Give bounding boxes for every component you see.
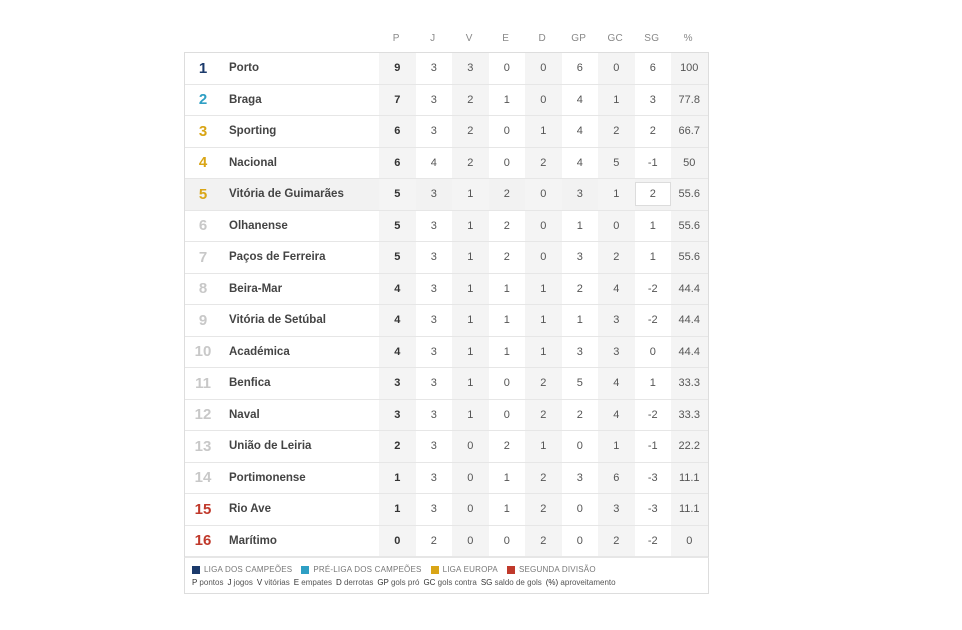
stat-cell-e: 2 xyxy=(503,219,510,232)
key-desc: aproveitamento xyxy=(560,578,616,587)
table-row[interactable] xyxy=(185,148,708,180)
table-row[interactable] xyxy=(185,463,708,495)
rank-number: 2 xyxy=(198,91,208,109)
stat-cell-d: 1 xyxy=(525,337,562,368)
stat-cell-pct: 66.7 xyxy=(671,116,708,147)
legend-item xyxy=(431,565,498,574)
stat-cell-sg: 0 xyxy=(649,345,656,358)
stat-cell-pct: 33.3 xyxy=(671,368,708,399)
legend-label: SEGUNDA DIVISÃO xyxy=(518,565,596,574)
stat-cell-j: 3 xyxy=(430,188,437,201)
stat-cell-gc: 2 xyxy=(598,242,635,273)
key-abbr: SG xyxy=(480,578,495,587)
stat-cell-e: 0 xyxy=(503,408,510,421)
stat-cell-d: 2 xyxy=(525,148,562,179)
stat-cell-gc: 1 xyxy=(598,85,635,116)
stat-cell-p: 4 xyxy=(379,305,416,336)
team-name: Marítimo xyxy=(229,534,277,547)
column-header: E xyxy=(502,32,510,44)
stat-cell-d: 1 xyxy=(525,116,562,147)
stat-cell-pct: 0 xyxy=(671,526,708,557)
legend-swatch-icon xyxy=(507,566,515,574)
stat-cell-gp: 2 xyxy=(576,282,583,295)
stat-cell-j: 3 xyxy=(430,251,437,264)
key-abbr: V xyxy=(256,578,265,587)
stat-cell-j: 3 xyxy=(430,503,437,516)
stat-cell-v: 1 xyxy=(452,305,489,336)
legend-label: LIGA EUROPA xyxy=(442,565,498,574)
stat-cell-e: 0 xyxy=(503,377,510,390)
stat-cell-j: 4 xyxy=(430,156,437,169)
stat-cell-d: 2 xyxy=(525,368,562,399)
team-name: Paços de Ferreira xyxy=(229,251,326,264)
stat-cell-gp: 4 xyxy=(576,156,583,169)
key-desc: gols pró xyxy=(390,578,420,587)
stat-cell-j: 3 xyxy=(430,219,437,232)
stat-cell-d: 1 xyxy=(525,305,562,336)
team-name: Olhanense xyxy=(229,219,288,232)
stat-cell-pct: 11.1 xyxy=(671,463,708,494)
stat-cell-gp: 6 xyxy=(576,62,583,75)
stat-cell-sg: 3 xyxy=(649,93,656,106)
stat-cell-sg: 2 xyxy=(635,182,672,206)
stat-cell-sg: 2 xyxy=(649,125,656,138)
stat-cell-p: 6 xyxy=(379,148,416,179)
stat-cell-d: 1 xyxy=(525,431,562,462)
key-item xyxy=(192,578,223,587)
table-row[interactable] xyxy=(185,337,708,369)
stat-cell-e: 1 xyxy=(503,345,510,358)
table-row[interactable] xyxy=(185,400,708,432)
stat-cell-p: 4 xyxy=(379,274,416,305)
stat-cell-sg: 1 xyxy=(649,377,656,390)
key-abbr: GC xyxy=(423,578,438,587)
stat-cell-e: 2 xyxy=(503,251,510,264)
team-name: Sporting xyxy=(229,125,277,138)
column-header: V xyxy=(465,32,473,44)
table-row[interactable] xyxy=(185,431,708,463)
rank-number: 12 xyxy=(194,406,212,424)
stat-cell-e: 1 xyxy=(503,503,510,516)
stat-cell-p: 5 xyxy=(379,211,416,242)
stat-cell-pct: 55.6 xyxy=(671,242,708,273)
key-desc: gols contra xyxy=(437,578,477,587)
stat-cell-sg: -3 xyxy=(647,471,658,484)
team-name: Portimonense xyxy=(229,471,306,484)
key-item xyxy=(481,578,542,587)
table-row[interactable] xyxy=(185,53,708,85)
key-item xyxy=(423,578,476,587)
legend-label: LIGA DOS CAMPEÕES xyxy=(204,565,293,574)
stat-cell-p: 2 xyxy=(379,431,416,462)
legend-item xyxy=(301,565,421,574)
table-row[interactable] xyxy=(185,494,708,526)
stat-cell-v: 1 xyxy=(452,179,489,210)
key-item xyxy=(336,578,373,587)
stat-cell-p: 1 xyxy=(379,463,416,494)
stat-cell-d: 0 xyxy=(525,242,562,273)
stat-cell-v: 1 xyxy=(452,400,489,431)
stat-cell-pct: 55.6 xyxy=(671,211,708,242)
team-name: Académica xyxy=(229,345,290,358)
stat-cell-gp: 1 xyxy=(576,219,583,232)
stat-cell-j: 3 xyxy=(430,377,437,390)
stat-cell-pct: 44.4 xyxy=(671,337,708,368)
stat-cell-gc: 1 xyxy=(598,179,635,210)
stat-cell-gc: 2 xyxy=(598,116,635,147)
key-abbr: (%) xyxy=(545,578,561,587)
stat-cell-gc: 2 xyxy=(598,526,635,557)
legend-swatch-icon xyxy=(431,566,439,574)
stat-cell-p: 6 xyxy=(379,116,416,147)
stat-cell-sg: -2 xyxy=(647,408,658,421)
key-abbr: E xyxy=(293,578,302,587)
stat-cell-pct: 44.4 xyxy=(671,305,708,336)
stat-cell-pct: 11.1 xyxy=(671,494,708,525)
stat-cell-pct: 50 xyxy=(671,148,708,179)
stat-cell-sg: 6 xyxy=(649,62,656,75)
stat-cell-v: 0 xyxy=(452,463,489,494)
stat-cell-gp: 3 xyxy=(576,345,583,358)
stat-cell-gp: 0 xyxy=(576,503,583,516)
stat-cell-gc: 4 xyxy=(598,400,635,431)
stat-cell-v: 1 xyxy=(452,211,489,242)
team-name: Beira-Mar xyxy=(229,282,283,295)
standings-widget xyxy=(184,24,709,594)
rank-number: 16 xyxy=(194,532,212,550)
team-name: Vitória de Setúbal xyxy=(229,314,326,327)
table-row[interactable] xyxy=(185,242,708,274)
stat-cell-v: 2 xyxy=(452,85,489,116)
column-header-row xyxy=(184,24,709,52)
legend-item xyxy=(507,565,596,574)
rank-number: 8 xyxy=(198,280,208,298)
key-abbr: D xyxy=(335,578,344,587)
stat-cell-d: 2 xyxy=(525,463,562,494)
stat-cell-gc: 4 xyxy=(598,274,635,305)
standings-table xyxy=(184,52,709,557)
stat-cell-j: 3 xyxy=(430,314,437,327)
stat-cell-d: 2 xyxy=(525,400,562,431)
stat-cell-d: 2 xyxy=(525,494,562,525)
stat-cell-gc: 3 xyxy=(598,337,635,368)
stat-cell-j: 3 xyxy=(430,345,437,358)
stat-cell-gc: 0 xyxy=(598,211,635,242)
stat-cell-gc: 6 xyxy=(598,463,635,494)
stat-cell-d: 0 xyxy=(525,53,562,84)
stat-cell-sg: -1 xyxy=(647,440,658,453)
stat-cell-p: 5 xyxy=(379,179,416,210)
zone-legend xyxy=(192,563,702,576)
team-name: Rio Ave xyxy=(229,503,271,516)
key-desc: pontos xyxy=(199,578,224,587)
stat-cell-gp: 4 xyxy=(576,125,583,138)
stat-cell-j: 3 xyxy=(430,440,437,453)
stat-cell-v: 2 xyxy=(452,148,489,179)
stat-cell-v: 0 xyxy=(452,431,489,462)
stat-cell-p: 3 xyxy=(379,368,416,399)
stat-cell-p: 4 xyxy=(379,337,416,368)
stat-cell-e: 0 xyxy=(503,125,510,138)
key-desc: derrotas xyxy=(343,578,374,587)
table-row[interactable] xyxy=(185,211,708,243)
stat-cell-sg: 1 xyxy=(649,219,656,232)
key-abbr: J xyxy=(227,578,234,587)
key-desc: vitórias xyxy=(264,578,290,587)
stat-cell-pct: 22.2 xyxy=(671,431,708,462)
column-header: GP xyxy=(571,32,587,44)
stat-cell-j: 3 xyxy=(430,471,437,484)
stat-cell-e: 1 xyxy=(503,93,510,106)
legend-item xyxy=(192,565,292,574)
stat-cell-j: 3 xyxy=(430,408,437,421)
stat-cell-j: 3 xyxy=(430,93,437,106)
stat-cell-gp: 3 xyxy=(576,471,583,484)
column-header: GC xyxy=(607,32,624,44)
stat-cell-gc: 5 xyxy=(598,148,635,179)
stat-cell-d: 1 xyxy=(525,274,562,305)
stat-cell-p: 1 xyxy=(379,494,416,525)
stat-cell-gp: 4 xyxy=(576,93,583,106)
column-header: % xyxy=(683,32,693,44)
team-name: União de Leiria xyxy=(229,440,312,453)
stat-cell-v: 0 xyxy=(452,526,489,557)
rank-number: 15 xyxy=(194,500,212,518)
rank-number: 6 xyxy=(198,217,208,235)
stat-cell-gp: 2 xyxy=(576,408,583,421)
key-abbr: P xyxy=(192,578,200,587)
stat-cell-sg: -2 xyxy=(647,314,658,327)
stat-cell-pct: 44.4 xyxy=(671,274,708,305)
stat-cell-gc: 0 xyxy=(598,53,635,84)
key-desc: empates xyxy=(301,578,332,587)
team-name: Benfica xyxy=(229,377,271,390)
stat-cell-d: 0 xyxy=(525,85,562,116)
stat-cell-p: 0 xyxy=(379,526,416,557)
stat-cell-e: 0 xyxy=(503,534,510,547)
stat-cell-j: 2 xyxy=(430,534,437,547)
stat-cell-e: 1 xyxy=(503,314,510,327)
rank-number: 5 xyxy=(198,185,208,203)
stat-cell-pct: 33.3 xyxy=(671,400,708,431)
rank-number: 11 xyxy=(195,374,211,392)
stat-cell-e: 0 xyxy=(503,156,510,169)
stat-cell-j: 3 xyxy=(430,62,437,75)
rank-number: 10 xyxy=(194,343,212,361)
stat-cell-pct: 77.8 xyxy=(671,85,708,116)
stat-cell-gp: 0 xyxy=(576,534,583,547)
table-row[interactable] xyxy=(185,526,708,558)
column-header: SG xyxy=(644,32,660,44)
stat-cell-gc: 3 xyxy=(598,494,635,525)
table-row[interactable] xyxy=(185,179,708,211)
key-desc: jogos xyxy=(233,578,253,587)
stat-cell-e: 2 xyxy=(503,188,510,201)
table-row[interactable] xyxy=(185,274,708,306)
stat-cell-v: 1 xyxy=(452,368,489,399)
legend-swatch-icon xyxy=(301,566,309,574)
stat-cell-d: 0 xyxy=(525,179,562,210)
stat-cell-sg: -1 xyxy=(647,156,658,169)
stat-cell-d: 0 xyxy=(525,211,562,242)
stat-cell-v: 0 xyxy=(452,494,489,525)
team-name: Naval xyxy=(229,408,260,421)
stat-cell-e: 1 xyxy=(503,282,510,295)
stat-cell-sg: 1 xyxy=(649,251,656,264)
legend-swatch-icon xyxy=(192,566,200,574)
table-row[interactable] xyxy=(185,305,708,337)
team-name: Braga xyxy=(229,93,262,106)
key-item xyxy=(377,578,419,587)
table-row[interactable] xyxy=(185,368,708,400)
rank-number: 14 xyxy=(194,469,212,487)
stat-cell-gc: 4 xyxy=(598,368,635,399)
stat-cell-d: 2 xyxy=(525,526,562,557)
stat-cell-v: 1 xyxy=(452,274,489,305)
stat-cell-gp: 0 xyxy=(576,440,583,453)
column-header: D xyxy=(538,32,547,44)
stat-cell-j: 3 xyxy=(430,125,437,138)
table-row[interactable] xyxy=(185,116,708,148)
stat-cell-gp: 3 xyxy=(576,188,583,201)
key-abbr: GP xyxy=(377,578,391,587)
rank-number: 4 xyxy=(198,154,208,172)
stat-cell-v: 3 xyxy=(452,53,489,84)
rank-number: 3 xyxy=(198,122,208,140)
stat-cell-p: 9 xyxy=(379,53,416,84)
key-desc: saldo de gols xyxy=(494,578,542,587)
stat-cell-pct: 100 xyxy=(671,53,708,84)
stat-cell-sg: -2 xyxy=(647,282,658,295)
column-header: P xyxy=(392,32,400,44)
rank-number: 7 xyxy=(198,248,208,266)
key-item xyxy=(257,578,290,587)
rank-number: 1 xyxy=(198,59,208,77)
stat-cell-e: 1 xyxy=(503,471,510,484)
rank-number: 9 xyxy=(198,311,208,329)
key-item xyxy=(294,578,332,587)
stat-cell-gc: 1 xyxy=(598,431,635,462)
abbreviation-key xyxy=(192,578,702,587)
team-name: Vitória de Guimarães xyxy=(229,188,344,201)
legend-label: PRÉ-LIGA DOS CAMPEÕES xyxy=(313,565,422,574)
stat-cell-sg: -3 xyxy=(647,503,658,516)
team-name: Nacional xyxy=(229,156,277,169)
stat-cell-gp: 5 xyxy=(576,377,583,390)
stat-cell-sg: -2 xyxy=(647,534,658,547)
stat-cell-v: 2 xyxy=(452,116,489,147)
stat-cell-pct: 55.6 xyxy=(671,179,708,210)
column-header: J xyxy=(430,32,436,44)
legend xyxy=(184,557,709,594)
stat-cell-j: 3 xyxy=(430,282,437,295)
stat-cell-v: 1 xyxy=(452,242,489,273)
stat-cell-gc: 3 xyxy=(598,305,635,336)
team-name: Porto xyxy=(229,62,260,75)
stat-cell-p: 7 xyxy=(379,85,416,116)
stat-cell-e: 2 xyxy=(503,440,510,453)
stat-cell-gp: 3 xyxy=(576,251,583,264)
stat-cell-gp: 1 xyxy=(576,314,583,327)
key-item xyxy=(227,578,252,587)
table-row[interactable] xyxy=(185,85,708,117)
stat-cell-e: 0 xyxy=(503,62,510,75)
stat-cell-v: 1 xyxy=(452,337,489,368)
rank-number: 13 xyxy=(194,437,212,455)
key-item xyxy=(546,578,616,587)
stat-cell-p: 3 xyxy=(379,400,416,431)
stat-cell-p: 5 xyxy=(379,242,416,273)
